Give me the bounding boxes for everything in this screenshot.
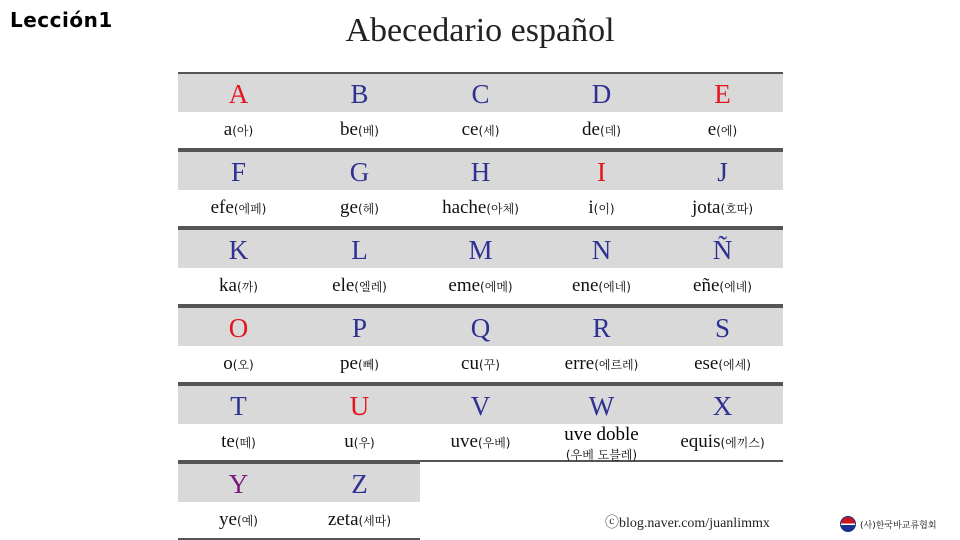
letter-korean: (에네) [598, 280, 631, 294]
letter-glyph: Z [299, 464, 420, 502]
letter-korean: (떼) [234, 436, 256, 450]
letter-cell [178, 462, 299, 540]
letter-name-line [420, 190, 541, 226]
letter-glyph: O [178, 308, 299, 346]
letter-korean: (아) [232, 124, 254, 138]
letter-name-line [420, 346, 541, 382]
letter-name: be [340, 119, 358, 140]
letter-cell [420, 228, 541, 306]
alphabet-row [178, 228, 783, 306]
letter-name-line [299, 112, 420, 148]
letter-glyph: J [662, 152, 783, 190]
letter-name: ka [219, 275, 237, 296]
letter-name: cu [461, 353, 479, 374]
letter-name: eñe [693, 275, 720, 296]
letter-name-line [541, 268, 662, 304]
letter-korean: (에끼스) [720, 436, 765, 450]
letter-korean: (뻬) [357, 358, 379, 372]
letter-name: ene [572, 275, 599, 296]
letter-cell [178, 72, 299, 150]
letter-korean: (베) [357, 124, 379, 138]
letter-glyph: L [299, 230, 420, 268]
letter-name: jota [691, 197, 721, 218]
letter-korean: (예) [236, 514, 258, 528]
letter-name: uve doble [564, 424, 639, 445]
letter-name-line [420, 268, 541, 304]
letter-name-line [178, 190, 299, 226]
letter-name: efe [210, 197, 234, 218]
letter-name-line [662, 190, 783, 226]
page-title: Abecedario español [345, 12, 615, 49]
letter-cell [178, 306, 299, 384]
letter-name: ele [332, 275, 355, 296]
letter-cell [420, 384, 541, 462]
letter-glyph: M [420, 230, 541, 268]
letter-glyph: R [541, 308, 662, 346]
letter-korean: (엘레) [354, 280, 387, 294]
letter-glyph: Q [420, 308, 541, 346]
letter-korean: (이) [593, 202, 615, 216]
letter-cell [662, 72, 783, 150]
letter-name-line [662, 346, 783, 382]
letter-korean: (우) [353, 436, 375, 450]
letter-name-line [541, 346, 662, 382]
letter-korean: (에녜) [719, 280, 752, 294]
letter-korean: (에메) [480, 280, 513, 294]
letter-cell [541, 228, 662, 306]
letter-korean: (헤) [357, 202, 379, 216]
letter-glyph: V [420, 386, 541, 424]
letter-name-line [541, 112, 662, 148]
letter-name: ge [340, 197, 358, 218]
letter-cell [299, 228, 420, 306]
letter-glyph: B [299, 74, 420, 112]
letter-glyph: E [662, 74, 783, 112]
letter-glyph: F [178, 152, 299, 190]
letter-korean: (에르레) [594, 358, 639, 372]
letter-name-line [178, 424, 299, 460]
letter-glyph: S [662, 308, 783, 346]
letter-cell [178, 384, 299, 462]
letter-korean: (에세) [718, 358, 751, 372]
letter-name-line [299, 190, 420, 226]
letter-korean: (에페) [233, 202, 267, 216]
letter-cell [662, 150, 783, 228]
letter-glyph: P [299, 308, 420, 346]
letter-name-line [299, 424, 420, 460]
letter-glyph: W [541, 386, 662, 424]
letter-korean: (우베 도블레) [565, 448, 638, 462]
letter-cell [541, 384, 662, 462]
letter-name: eme [448, 275, 481, 296]
alphabet-row [178, 384, 783, 462]
letter-name-line [299, 268, 420, 304]
association-logo-icon [840, 516, 856, 532]
alphabet-row [178, 72, 783, 150]
letter-korean: (세) [478, 124, 500, 138]
letter-glyph: G [299, 152, 420, 190]
letter-glyph: A [178, 74, 299, 112]
letter-name-line [178, 268, 299, 304]
letter-cell [662, 306, 783, 384]
letter-name-line [178, 112, 299, 148]
letter-cell [662, 384, 783, 462]
letter-cell [420, 72, 541, 150]
letter-name: a [223, 119, 233, 140]
letter-glyph: C [420, 74, 541, 112]
letter-glyph: T [178, 386, 299, 424]
letter-name-line [299, 502, 420, 538]
letter-glyph: K [178, 230, 299, 268]
letter-name: i [588, 197, 594, 218]
letter-glyph: X [662, 386, 783, 424]
association-footer [840, 516, 937, 532]
letter-name: uve [450, 431, 478, 452]
letter-cell [420, 306, 541, 384]
letter-name-line [178, 502, 299, 538]
letter-cell [541, 72, 662, 150]
letter-korean: (까) [236, 280, 258, 294]
letter-korean: (호따) [720, 202, 754, 216]
letter-cell [178, 228, 299, 306]
letter-cell [299, 306, 420, 384]
alphabet-row [178, 150, 783, 228]
letter-name-line [178, 346, 299, 382]
letter-name-line [420, 112, 541, 148]
letter-korean: (에) [716, 124, 738, 138]
letter-cell [420, 150, 541, 228]
letter-korean: (데) [599, 124, 621, 138]
letter-cell [299, 150, 420, 228]
letter-glyph: U [299, 386, 420, 424]
letter-name-line [662, 268, 783, 304]
letter-name: equis [680, 431, 721, 452]
letter-korean: (우베) [477, 436, 511, 450]
letter-cell [541, 150, 662, 228]
letter-glyph: D [541, 74, 662, 112]
lesson-label: Lección1 [10, 8, 113, 32]
letter-name-line [299, 346, 420, 382]
letter-name: ye [219, 509, 237, 530]
letter-name: ce [461, 119, 479, 140]
letter-name: te [221, 431, 235, 452]
letter-cell [299, 384, 420, 462]
letter-cell [299, 462, 420, 540]
letter-name: e [707, 119, 717, 140]
copyright-text: ⓒblog.naver.com/juanlimmx [605, 516, 770, 531]
letter-glyph: Ñ [662, 230, 783, 268]
letter-name: erre [564, 353, 595, 374]
letter-name-line [420, 424, 541, 460]
letter-cell [541, 306, 662, 384]
letter-name: hache [442, 197, 487, 218]
letter-korean: (아체) [486, 202, 519, 216]
letter-name: zeta [327, 509, 359, 530]
letter-glyph: H [420, 152, 541, 190]
alphabet-row [178, 306, 783, 384]
letter-name: o [223, 353, 233, 374]
letter-name-line [662, 112, 783, 148]
letter-korean: (오) [232, 358, 254, 372]
letter-glyph: I [541, 152, 662, 190]
letter-name: u [344, 431, 354, 452]
letter-cell [299, 72, 420, 150]
letter-name: de [582, 119, 600, 140]
letter-name-line [541, 190, 662, 226]
letter-korean: (꾸) [478, 358, 500, 372]
letter-name: ese [694, 353, 719, 374]
letter-name-line [662, 424, 783, 460]
letter-glyph: Y [178, 464, 299, 502]
letter-cell [178, 150, 299, 228]
letter-cell [662, 228, 783, 306]
association-name: (사)한국바교류협회 [860, 520, 937, 531]
letter-korean: (세따) [358, 514, 392, 528]
letter-glyph: N [541, 230, 662, 268]
letter-name: pe [340, 353, 358, 374]
